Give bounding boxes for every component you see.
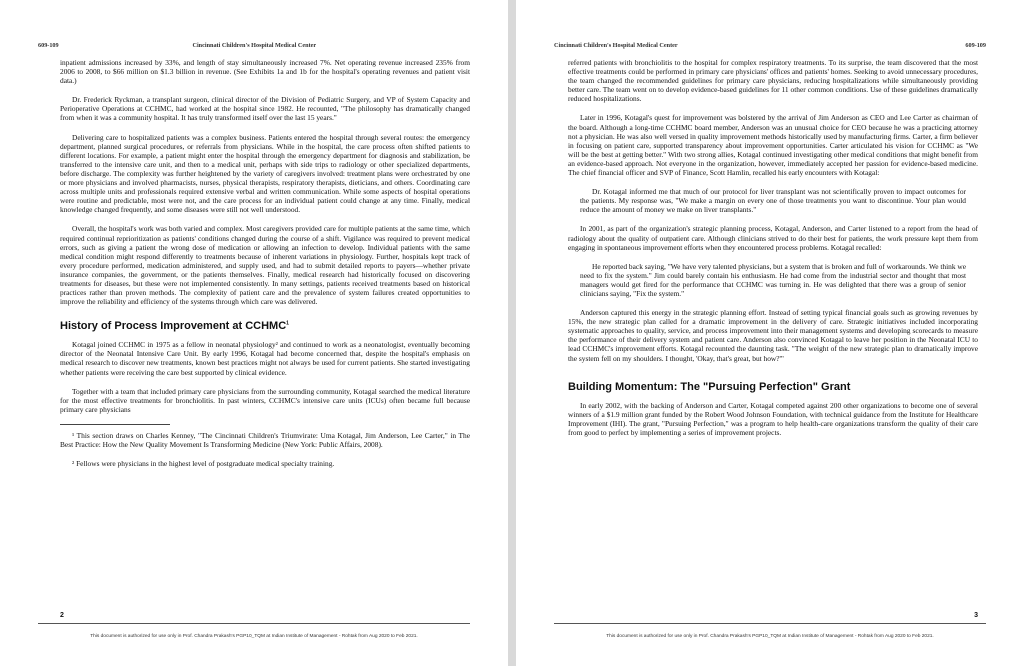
paragraph: inpatient admissions increased by 33%, and length of stay simultaneously increased 7%. Net operating revenue increased 235% from 2006 to 2008, to $66 million on $1.3 billion in revenue. (See Exhibits 1a and 1b for the hospital's operating revenues and patient visit data.) [60, 58, 470, 86]
page-rule [554, 623, 986, 624]
page-body [568, 58, 978, 447]
block-quote: He reported back saying, "We have very talented physicians, but a system that is broken and full of workarounds. We think we need to fix the system." Jim could barely contain his enthusiasm. He had come from the industrial sector and thought that most managers would get fired for the performance that CCHMC was turning in. He was delighted that there was a group of senior clinicians saying, "Fix the system." [580, 261, 966, 298]
header-title: Cincinnati Children's Hospital Medical Center [192, 42, 317, 49]
paragraph: Anderson captured this energy in the strategic planning effort. Instead of setting typical financial goals such as growing revenues by 15%, the new strategic plan called for a dramatic improvement in the delivery of care. Strategic initiatives included incorporating systematic approaches to quality, service, and process improvement into their management systems and developing scorecards to measure the performance of their delivery system and patient care. Anderson also convinced Kotagal to leave her position in the Neonatal ICU to lead CCHMC's improvement efforts. Kotagal recounted the daunting task. "The weight of the new strategic plan to dramatically improve the system fell on my shoulders. I thought, 'Okay, that's great, but how?'" [568, 308, 978, 363]
page-number: 2 [60, 612, 64, 619]
paragraph: Delivering care to hospitalized patients was a complex business. Patients entered the hospital through several routes: the emergency department, planned surgical procedures, or referrals from physicians. While in the hospital, the care process often shifted patients to different locations. For example, a patient might enter the hospital through the emergency department for diagnosis and stabilization, be transferred to the intensive care unit, and then to a medical unit, perhaps with side trips to radiology or other specialized departments, before discharge. The complexity was further heightened by the variety of caregivers involved: treatment plans were orchestrated by one or more physicians and involved pharmacists, nurses, physical therapists, respiratory therapists, dieticians, and others. Coordinating care across multiple units and professionals required extensive verbal and written communication. While some aspects of hospital operations were routine and predictable, most were not, and the care process for an individual patient could change at any time. Finally, medical knowledge changed frequently, and some diseases were still not well understood. [60, 132, 470, 215]
header-title: Cincinnati Children's Hospital Medical Center [554, 42, 678, 49]
paragraph: referred patients with bronchiolitis to the hospital for complex respiratory treatments. To its surprise, the team discovered that the most effective treatments could be performed in primary care physicians' offices and patients' homes. Seeking to avoid unnecessary procedures, the team changed the recommended guidelines for primary care physicians, reducing hospitalizations while simultaneously providing better care. The team went on to develop evidence-based guidelines for 11 other common conditions. Use of these guidelines dramatically reduced hospitalizations. [568, 58, 978, 104]
paragraph: In 2001, as part of the organization's strategic planning process, Kotagal, Anderson, and Carter listened to a report from the head of radiology about the quality of outpatient care. Although clinicians strived to do their best for patients, the work pressure kept them from engaging in spontaneous improvement efforts when they encountered process problems. Kotagal recalled: [568, 224, 978, 252]
block-quote: Dr. Kotagal informed me that much of our protocol for liver transplant was not scientifically proven to impact outcomes for the patients. My response was, "We make a margin on every one of those treatments you want to discontinue. Your plan would reduce the amount of money we make on liver transplants." [580, 187, 966, 215]
footnote: ¹ This section draws on Charles Kenney, "The Cincinnati Children's Triumvirate: Uma Kotagal, Jim Anderson, Lee Carter," in The Best Practice: How the New Quality Movement Is Transforming Medicine (New York: Public Affairs, 2008). [60, 430, 470, 449]
page-header [38, 42, 470, 49]
paragraph: Later in 1996, Kotagal's quest for improvement was bolstered by the arrival of Jim Anderson as CEO and Lee Carter as chairman of the board. Although a long-time CCHMC board member, Anderson was an unusual choice for CEO because he was a practicing attorney not a physician. He was also well versed in quality improvement methods historically used by manufacturing firms. Carter, a firm believer in focusing on patient care, supported transparency about improvement opportunities. Carter articulated his vision for CCHMC as "We will be the best at getting better." With two strong allies, Kotagal continued investigating other medical conditions that might benefit from an evidence-based approach. Not everyone in the organization, however, immediately accepted her passion for evidence-based medicine. The chief financial officer and SVP of Finance, Scott Hamlin, recalled his early encounters with Kotagal: [568, 113, 978, 178]
paragraph: Dr. Frederick Ryckman, a transplant surgeon, clinical director of the Division of Pediatric Surgery, and VP of System Capacity and Perioperative Operations at CCHMC, had worked at the hospital since 1982. He recounted, "The philosophy has dramatically changed from when it was a community hospital. It has truly transformed itself over the last 15 years." [60, 95, 470, 123]
paragraph: Overall, the hospital's work was both varied and complex. Most caregivers provided care for multiple patients at the same time, which required continual reprioritization as patients' conditions changed during the course of a shift. Vigilance was required to prevent medical errors, such as giving a patient the wrong dose of medication or allowing an infection to develop. Individual patients with the same medical condition might respond differently to treatments because of inherent variations in physiology. Further, hospitals kept track of every procedure performed, medication administered, and supply used, and had to submit detailed reports to payers—whether private insurance companies, the government, or the patients themselves. Finally, medical research had historically focused on discovering treatments for diseases, but these were not implemented consistently. In many settings, patients received treatments based on historical practices rather than proven methods. The complexity of patient care and the prevalence of system failures created opportunities to improve the reliability and efficiency of the systems through which care was delivered. [60, 224, 470, 307]
paragraph: In early 2002, with the backing of Anderson and Carter, Kotagal competed against 200 other organizations to become one of several winners of a $1.9 million grant funded by the Robert Wood Johnson Foundation, with technical guidance from the Institute for Healthcare Improvement (IHI). The grant, "Pursuing Perfection," was a program to help health-care organizations transform the quality of their care from good to perfect by implementing a series of improvement projects. [568, 400, 978, 437]
page-footer: This document is authorized for use only in Prof. Chandra Prakash's PGP10_TQM at Indian Institute of Management - Rohtak from Aug 2020 to Feb 2021. [90, 634, 418, 639]
right-page [516, 0, 1024, 666]
page-footer: This document is authorized for use only in Prof. Chandra Prakash's PGP10_TQM at Indian Institute of Management - Rohtak from Aug 2020 to Feb 2021. [606, 634, 934, 639]
page-number: 3 [974, 612, 978, 619]
footnote-rule [60, 424, 170, 425]
left-page [0, 0, 508, 666]
section-heading: History of Process Improvement at CCHMC$^1$ [60, 320, 289, 333]
section-heading: Building Momentum: The "Pursuing Perfection" Grant [568, 380, 851, 393]
heading-footnote-marker: 1 [286, 320, 289, 327]
header-code: 609-109 [38, 42, 59, 49]
paragraph: Kotagal joined CCHMC in 1975 as a fellow in neonatal physiology² and continued to work as a neonatologist, eventually becoming director of the Neonatal Intensive Care Unit. By early 1996, Kotagal had become concerned that, despite the hospital's emphasis on medical research to discover new treatments, known best practices might not always be used for current patients. She started investigating whether patients were receiving the care best supported by clinical evidence. [60, 340, 470, 377]
page-rule [38, 623, 470, 624]
paragraph: Together with a team that included primary care physicians from the surrounding community, Kotagal searched the medical literature for the most effective treatments for bronchiolitis. In past winters, CCHMC's intensive care units (ICUs) often became full because primary care physicians [60, 386, 470, 414]
header-code: 609-109 [965, 42, 986, 49]
footnote: ² Fellows were physicians in the highest level of postgraduate medical specialty training. [72, 459, 335, 469]
page-body [60, 58, 470, 478]
page-header [554, 42, 986, 49]
